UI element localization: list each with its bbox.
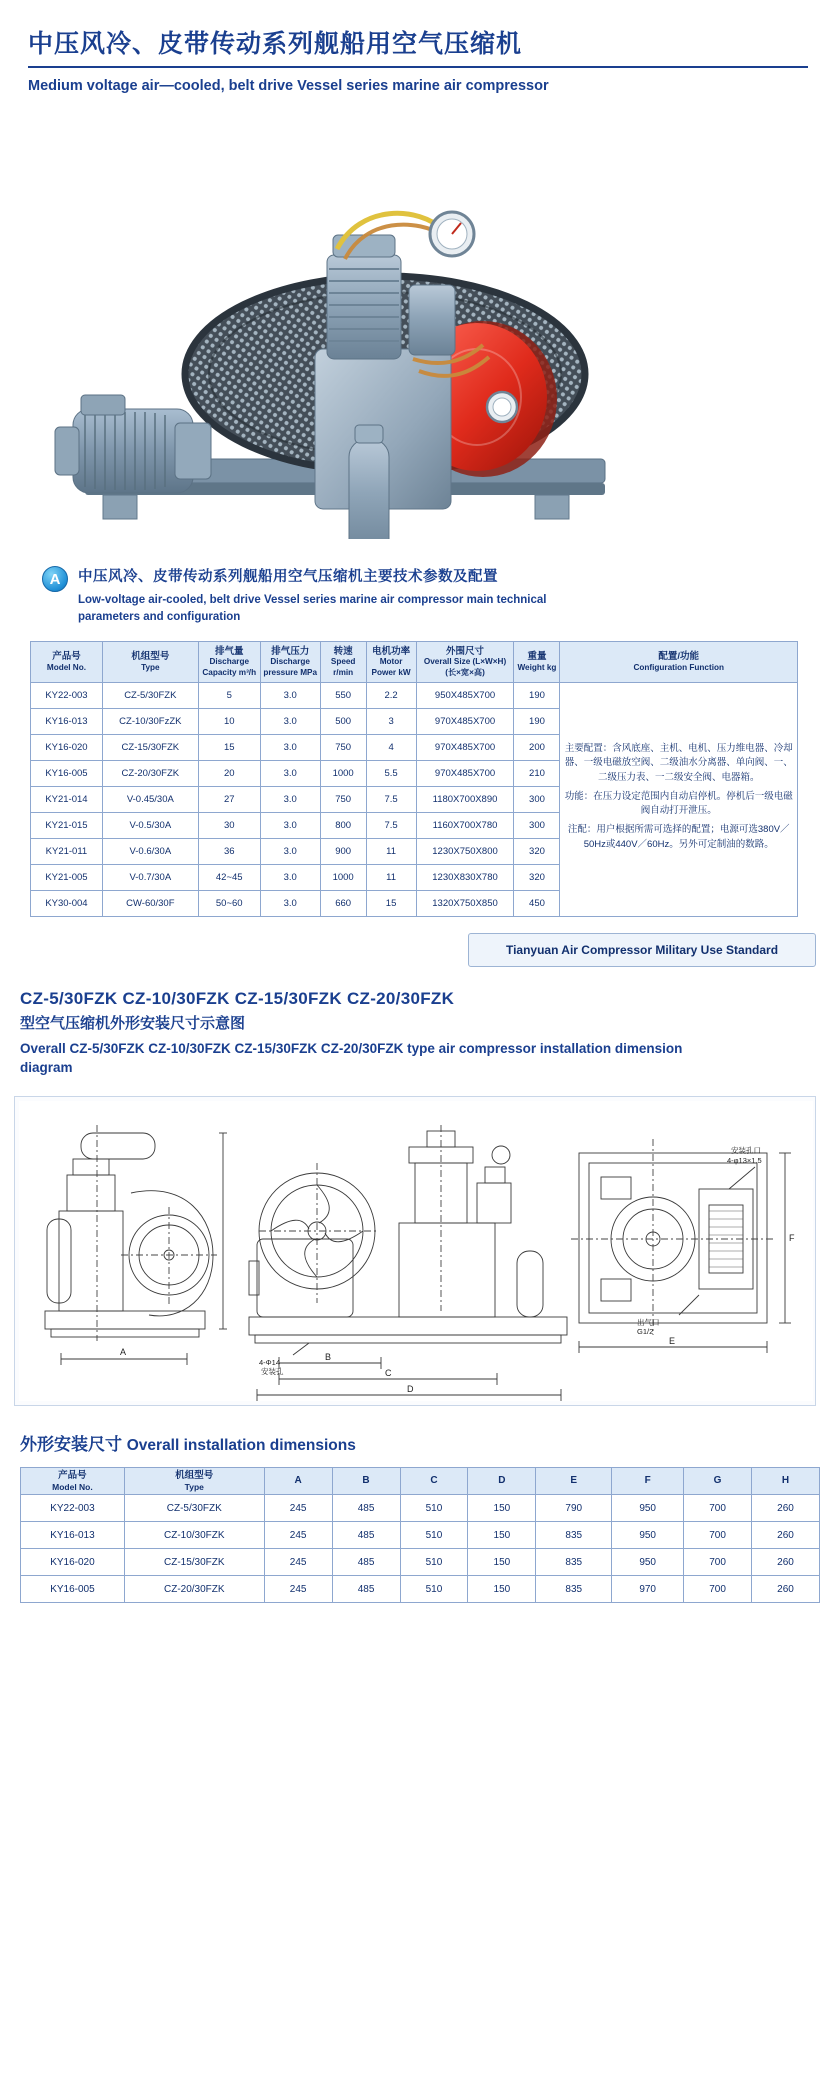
cell-b: 485	[332, 1549, 400, 1576]
page-title-en: Medium voltage air—cooled, belt drive Vessel series marine air compressor	[28, 78, 549, 94]
cell-model: KY22-003	[31, 682, 103, 708]
cell-weight: 320	[514, 864, 560, 890]
cell-capacity: 20	[198, 760, 260, 786]
cell-type: CZ-20/30FZK	[102, 760, 198, 786]
cell-size: 1230X830X780	[416, 864, 514, 890]
cell-type: CZ-20/30FZK	[124, 1576, 264, 1603]
col-speed: 转速 Speed r/min	[320, 641, 366, 682]
cell-c: 510	[400, 1576, 468, 1603]
overall-dims-title-cn: 外形安装尺寸	[20, 1435, 122, 1455]
cell-f: 950	[612, 1495, 684, 1522]
overall-dimensions-table	[20, 1467, 820, 1603]
dims-col-a: A	[264, 1468, 332, 1495]
drawing-note-outlet-cn: 出气口	[637, 1318, 660, 1328]
table-row	[21, 1522, 820, 1549]
cell-weight: 210	[514, 760, 560, 786]
cell-a: 245	[264, 1495, 332, 1522]
spec-table-header-row	[31, 641, 798, 682]
cell-pressure: 3.0	[260, 760, 320, 786]
cell-model: KY16-020	[21, 1549, 125, 1576]
cell-power: 15	[366, 890, 416, 916]
cell-d: 150	[468, 1549, 536, 1576]
cell-model: KY30-004	[31, 890, 103, 916]
cell-speed: 550	[320, 682, 366, 708]
drawing-label-c: C	[385, 1368, 392, 1379]
section-a-title-en: Low-voltage air-cooled, belt drive Vessel series marine air compressor main technical parameters and configuration	[78, 594, 547, 624]
cell-capacity: 15	[198, 734, 260, 760]
cell-configuration	[560, 682, 798, 916]
cell-b: 485	[332, 1495, 400, 1522]
cell-e: 835	[536, 1576, 612, 1603]
cell-model: KY21-005	[31, 864, 103, 890]
dims-header-row	[21, 1468, 820, 1495]
installation-dimension-drawing	[14, 1096, 816, 1406]
cell-a: 245	[264, 1522, 332, 1549]
cell-a: 245	[264, 1576, 332, 1603]
cell-pressure: 3.0	[260, 734, 320, 760]
cell-weight: 190	[514, 708, 560, 734]
cell-type: CZ-15/30FZK	[102, 734, 198, 760]
cell-model: KY16-013	[21, 1522, 125, 1549]
cell-size: 1320X750X850	[416, 890, 514, 916]
cell-pressure: 3.0	[260, 812, 320, 838]
cell-capacity: 30	[198, 812, 260, 838]
cell-type: V-0.45/30A	[102, 786, 198, 812]
dims-col-e: E	[536, 1468, 612, 1495]
cell-pressure: 3.0	[260, 786, 320, 812]
cell-speed: 1000	[320, 864, 366, 890]
cell-weight: 200	[514, 734, 560, 760]
cell-model: KY21-011	[31, 838, 103, 864]
cell-pressure: 3.0	[260, 708, 320, 734]
drawing-note-outlet-spec: G1/2	[637, 1327, 654, 1337]
cell-type: CZ-5/30FZK	[102, 682, 198, 708]
cell-capacity: 27	[198, 786, 260, 812]
dims-col-h: H	[752, 1468, 820, 1495]
cell-type: V-0.6/30A	[102, 838, 198, 864]
col-motor-power: 电机功率 Motor Power kW	[366, 641, 416, 682]
cell-e: 835	[536, 1522, 612, 1549]
cell-capacity: 10	[198, 708, 260, 734]
cell-power: 5.5	[366, 760, 416, 786]
cell-power: 2.2	[366, 682, 416, 708]
dims-col-type: 机组型号 Type	[124, 1468, 264, 1495]
cell-speed: 750	[320, 734, 366, 760]
table-row	[21, 1495, 820, 1522]
cell-weight: 450	[514, 890, 560, 916]
cell-type: V-0.7/30A	[102, 864, 198, 890]
drawing-note-mounting-hole-size: 4-Φ14	[259, 1358, 280, 1368]
table-row	[21, 1549, 820, 1576]
cell-size: 1180X700X890	[416, 786, 514, 812]
dimension-title-en: Overall CZ-5/30FZK CZ-10/30FZK CZ-15/30FZK CZ-20/30FZK type air compressor installation dimension diagram	[20, 1040, 683, 1076]
cell-power: 4	[366, 734, 416, 760]
cell-a: 245	[264, 1549, 332, 1576]
col-discharge-pressure: 排气压力 Discharge pressure MPa	[260, 641, 320, 682]
section-badge: A	[42, 566, 68, 592]
drawing-label-d: D	[407, 1384, 414, 1395]
cell-f: 950	[612, 1522, 684, 1549]
drawing-label-a: A	[120, 1347, 127, 1358]
cell-type: CZ-10/30FZK	[124, 1522, 264, 1549]
dims-col-c: C	[400, 1468, 468, 1495]
cell-size: 950X485X700	[416, 682, 514, 708]
drawing-label-e: E	[669, 1336, 676, 1347]
table-row	[21, 1576, 820, 1603]
cell-size: 1230X750X800	[416, 838, 514, 864]
section-a-title-cn: 中压风冷、皮带传动系列舰船用空气压缩机主要技术参数及配置	[78, 569, 498, 586]
cell-power: 7.5	[366, 812, 416, 838]
col-overall-size: 外围尺寸 Overall Size (L×W×H) (长×宽×高)	[416, 641, 514, 682]
col-weight: 重量 Weight kg	[514, 641, 560, 682]
cell-e: 790	[536, 1495, 612, 1522]
cell-model: KY21-015	[31, 812, 103, 838]
drawing-label-f: F	[789, 1233, 795, 1244]
cell-type: CW-60/30F	[102, 890, 198, 916]
overall-dims-title-en: Overall installation dimensions	[126, 1437, 356, 1455]
cell-pressure: 3.0	[260, 890, 320, 916]
dims-col-model: 产品号 Model No.	[21, 1468, 125, 1495]
col-discharge-capacity: 排气量 Discharge Capacity m³/h	[198, 641, 260, 682]
cell-speed: 1000	[320, 760, 366, 786]
cell-type: CZ-10/30FzZK	[102, 708, 198, 734]
dimension-title-cn: 型空气压缩机外形安装尺寸示意图	[20, 1014, 246, 1032]
cell-weight: 320	[514, 838, 560, 864]
cell-speed: 500	[320, 708, 366, 734]
cell-c: 510	[400, 1522, 468, 1549]
cell-power: 11	[366, 838, 416, 864]
col-type: 机组型号 Type	[102, 641, 198, 682]
cell-weight: 300	[514, 812, 560, 838]
drawing-note-bolt-cn: 安装孔口	[731, 1146, 761, 1156]
cell-type: V-0.5/30A	[102, 812, 198, 838]
cell-capacity: 50~60	[198, 890, 260, 916]
cell-weight: 300	[514, 786, 560, 812]
cell-model: KY16-020	[31, 734, 103, 760]
cell-g: 700	[684, 1549, 752, 1576]
cell-b: 485	[332, 1522, 400, 1549]
dims-col-f: F	[612, 1468, 684, 1495]
cell-size: 970X485X700	[416, 734, 514, 760]
table-row	[31, 682, 798, 708]
dims-col-b: B	[332, 1468, 400, 1495]
cell-f: 950	[612, 1549, 684, 1576]
dims-col-g: G	[684, 1468, 752, 1495]
cell-e: 835	[536, 1549, 612, 1576]
cell-speed: 750	[320, 786, 366, 812]
cell-d: 150	[468, 1495, 536, 1522]
cell-model: KY16-005	[31, 760, 103, 786]
cell-model: KY22-003	[21, 1495, 125, 1522]
col-configuration: 配置/功能 Configuration Function	[560, 641, 798, 682]
cell-capacity: 36	[198, 838, 260, 864]
cell-model: KY16-013	[31, 708, 103, 734]
cell-d: 150	[468, 1522, 536, 1549]
cell-h: 260	[752, 1495, 820, 1522]
cell-c: 510	[400, 1495, 468, 1522]
cell-model: KY21-014	[31, 786, 103, 812]
page-title-cn: 中压风冷、皮带传动系列舰船用空气压缩机	[28, 30, 523, 58]
cell-h: 260	[752, 1576, 820, 1603]
config-line-1: 主要配置：含风底座、主机、电机、压力维电器、冷却器、一级电磁放空阀、二级油水分离器、单向阀、一、二级压力表、一二级安全阀、电器箱。	[564, 743, 793, 783]
col-model-no: 产品号 Model No.	[31, 641, 103, 682]
cell-g: 700	[684, 1522, 752, 1549]
cell-power: 11	[366, 864, 416, 890]
cell-speed: 800	[320, 812, 366, 838]
cell-size: 970X485X700	[416, 760, 514, 786]
overall-dims-heading	[14, 1406, 816, 1455]
cell-power: 7.5	[366, 786, 416, 812]
dimension-models-line: CZ-5/30FZK CZ-10/30FZK CZ-15/30FZK CZ-20/30FZK	[20, 988, 455, 1008]
dims-col-d: D	[468, 1468, 536, 1495]
cell-type: CZ-15/30FZK	[124, 1549, 264, 1576]
cell-type: CZ-5/30FZK	[124, 1495, 264, 1522]
cell-speed: 900	[320, 838, 366, 864]
config-line-2: 功能：在压力设定范围内自动启停机。停机后一级电磁阀自动打开泄压。	[564, 790, 793, 817]
cell-c: 510	[400, 1549, 468, 1576]
section-a-heading	[14, 555, 816, 631]
cell-model: KY16-005	[21, 1576, 125, 1603]
cell-g: 700	[684, 1576, 752, 1603]
cell-speed: 660	[320, 890, 366, 916]
cell-h: 260	[752, 1549, 820, 1576]
cell-capacity: 5	[198, 682, 260, 708]
product-photo	[14, 109, 816, 539]
cell-weight: 190	[514, 682, 560, 708]
dimension-section-heading	[14, 967, 816, 1078]
cell-capacity: 42~45	[198, 864, 260, 890]
cell-f: 970	[612, 1576, 684, 1603]
cell-pressure: 3.0	[260, 838, 320, 864]
cell-pressure: 3.0	[260, 682, 320, 708]
cell-size: 1160X700X780	[416, 812, 514, 838]
standard-banner: Tianyuan Air Compressor Military Use Standard	[468, 933, 816, 967]
drawing-label-b: B	[325, 1352, 332, 1363]
cell-b: 485	[332, 1576, 400, 1603]
drawing-note-bolt-spec: 4-φ13×1.5	[727, 1156, 762, 1166]
cell-pressure: 3.0	[260, 864, 320, 890]
cell-size: 970X485X700	[416, 708, 514, 734]
cell-power: 3	[366, 708, 416, 734]
drawing-note-mounting-hole: 安装孔	[261, 1367, 284, 1377]
cell-g: 700	[684, 1495, 752, 1522]
cell-h: 260	[752, 1522, 820, 1549]
title-divider	[28, 66, 808, 68]
config-line-3: 注配：用户根据所需可选择的配置；电源可选380V／50Hz或440V／60Hz。另外可定制油的数路。	[567, 824, 790, 850]
cell-d: 150	[468, 1576, 536, 1603]
spec-table	[30, 641, 798, 917]
